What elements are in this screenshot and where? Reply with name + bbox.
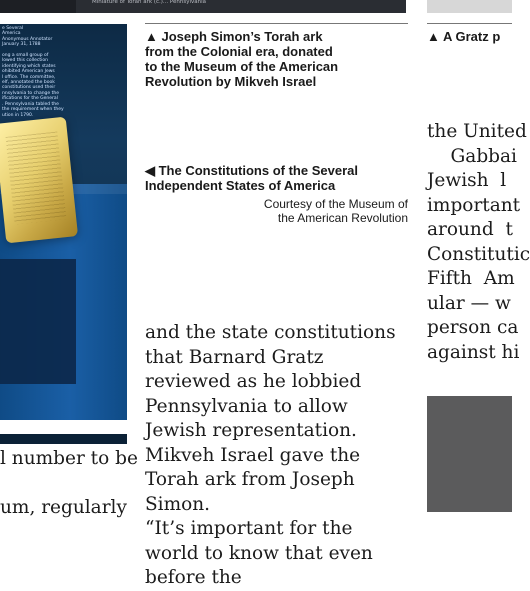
right-photo-placeholder — [427, 396, 512, 512]
museum-label-card — [0, 259, 76, 384]
caption-rule — [145, 23, 408, 24]
body-column-right: the United Gabbai Jewish l important around t Constitutic Fifth Am ular — w person ca against hi — [427, 121, 530, 363]
top-image-strip-caption: Miniature of Torah ark (c.)... Pennsylvania — [92, 0, 207, 5]
body-column-left: l number to be um, regularly — [0, 448, 138, 518]
caption-gratz: ▲ A Gratz p — [427, 29, 501, 44]
photo-bottom-edge — [0, 434, 127, 444]
constitutions-book-photo — [0, 24, 127, 420]
top-image-strip-right — [427, 0, 512, 13]
museum-label-text: e Several America Anonymous Annotator January 31, 1788 ong a small group of lowed this collection identifying which states ohibited American Jews l office. The committee, elf, annotated the book constitutions used their nnsylvania to change the ifications for the General . Pennsylvania tabled the the requirement when they ution in 1790. — [2, 26, 64, 118]
photo-credit: Courtesy of the Museum of the American Revolution — [263, 197, 408, 225]
caption-rule-right — [427, 23, 512, 24]
caption-torah-ark: ▲ Joseph Simon’s Torah ark from the Colonial era, donated to the Museum of the American Revolution by Mikveh Israel — [145, 29, 339, 89]
body-column-center: and the state constitutions that Barnard Gratz reviewed as he lobbied Pennsylvania to allow Jewish representation. Mikveh Israel gave the Torah ark from Joseph Simon. “It’s important for the world to know that even before the — [145, 322, 396, 588]
caption-constitutions: ◀ The Constitutions of the Several Independent States of America — [145, 163, 358, 193]
